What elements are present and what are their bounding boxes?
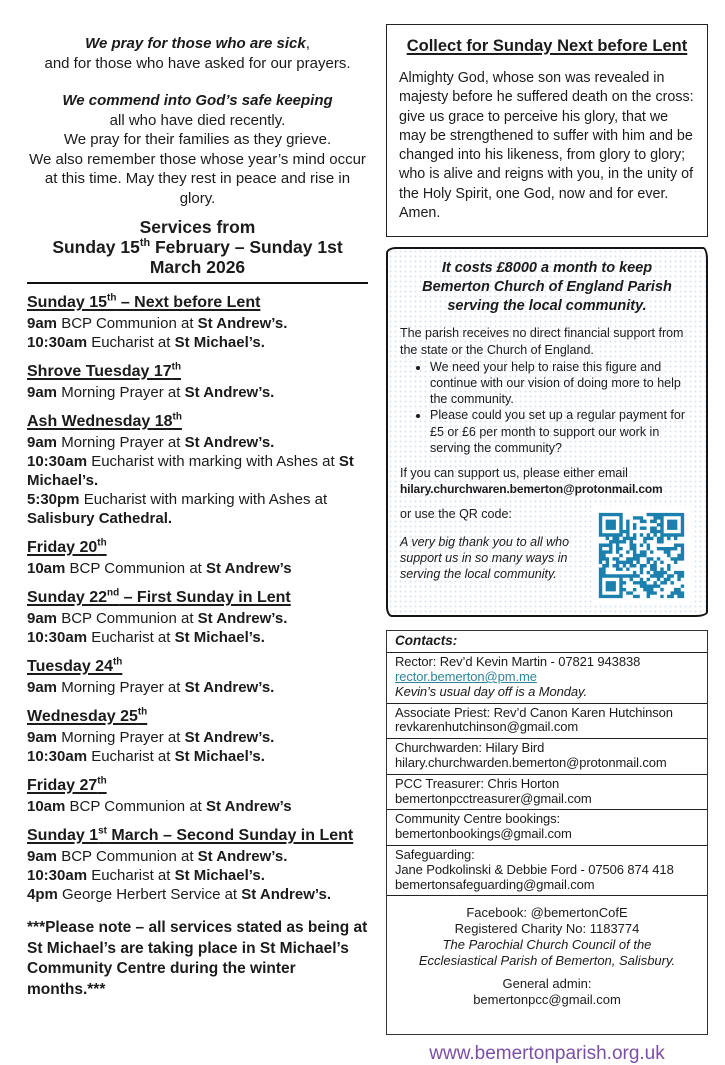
contact-row	[387, 739, 707, 775]
contacts-footer-line: The Parochial Church Council of the	[442, 937, 652, 953]
contacts-title: Contacts:	[395, 633, 458, 649]
contact-line: Jane Podkolinski & Debbie Ford - 07506 874 418	[395, 861, 674, 877]
service-line: 10:30am Eucharist at St Michael’s.	[27, 334, 265, 351]
service-entry	[27, 707, 368, 766]
services-title	[27, 217, 368, 277]
right-column	[386, 24, 708, 1065]
contact-row	[387, 653, 707, 703]
service-date-heading: Shrove Tuesday 17th	[27, 361, 182, 380]
contact-line: revkarenhutchinson@gmail.com	[395, 719, 579, 735]
fundraising-intro: The parish receives no direct financial support from the state or the Church of England.	[400, 326, 684, 357]
service-line: 9am BCP Communion at St Andrew’s.	[27, 315, 288, 332]
website-link[interactable]: www.bemertonparish.org.uk	[429, 1043, 665, 1065]
contact-line: bemertonbookings@gmail.com	[395, 826, 572, 842]
service-entry	[27, 293, 368, 352]
fundraising-title: It costs £8000 a month to keep Bemerton Church of England Parish serving the local community.	[422, 260, 672, 315]
service-line: 10:30am Eucharist with marking with Ashes at St Michael’s.	[27, 453, 354, 489]
prayer-lead: We pray for those who are sick	[85, 35, 306, 52]
contact-line: bemertonpcctreasurer@gmail.com	[395, 790, 592, 806]
contacts-footer-line: Registered Charity No: 1183774	[454, 921, 640, 937]
contact-line: Churchwarden: Hilary Bird	[395, 740, 545, 756]
prayer-commend	[27, 91, 368, 208]
fundraising-box	[386, 247, 708, 617]
thanks-note: A very big thank you to all who support us in so many ways in serving the local community.	[400, 534, 570, 582]
support-email: hilary.churchwaren.bemerton@protonmail.com	[400, 482, 663, 497]
prayer-line	[27, 34, 368, 54]
contact-row	[387, 775, 707, 811]
qr-caption: or use the QR code:	[400, 507, 512, 522]
service-date-heading: Ash Wednesday 18th	[27, 411, 182, 430]
bullet-item: • Please could you set up a regular payment for £5 or £6 per month to support our work in serving the community?	[430, 407, 694, 456]
contacts-footer	[387, 896, 707, 1034]
service-line: 9am BCP Communion at St Andrew’s.	[27, 848, 288, 865]
contact-row	[387, 846, 707, 896]
service-entry	[27, 412, 368, 528]
contact-line: Associate Priest: Rev’d Canon Karen Hutchinson	[395, 704, 673, 720]
contact-line: Kevin’s usual day off is a Monday.	[395, 683, 587, 699]
contact-line: PCC Treasurer: Chris Horton	[395, 775, 560, 791]
divider-rule	[27, 282, 368, 284]
email-link[interactable]: rector.bemerton@pm.me	[395, 669, 537, 684]
contacts-title-row	[387, 631, 707, 653]
contact-line: bemertonsafeguarding@gmail.com	[395, 876, 595, 892]
support-line: If you can support us, please either email	[400, 466, 628, 480]
service-date-heading: Sunday 15th – Next before Lent	[27, 292, 261, 311]
services-title-line: Services from	[139, 217, 256, 237]
contact-line: Community Centre bookings:	[395, 811, 561, 827]
contacts-footer-line: bemertonpcc@gmail.com	[473, 992, 621, 1008]
service-line: 5:30pm Eucharist with marking with Ashes at Salisbury Cathedral.	[27, 491, 328, 527]
service-line: 9am Morning Prayer at St Andrew’s.	[27, 434, 275, 451]
collect-title: Collect for Sunday Next before Lent	[406, 37, 688, 55]
prayer-line: We also remember those whose year’s mind occur at this time. May they rest in peace and rise in glory.	[29, 150, 366, 207]
qr-code	[592, 506, 691, 605]
collect-body: Almighty God, whose son was revealed in majesty before he suffered death on the cross: give us grace to perceive his glory, that we may be strengthened to suffer with him and be changed into his likeness, from glory to glory; who is alive and reigns with you, in the unity of the Holy Spirit, one God, now and for ever. Amen.	[399, 70, 694, 222]
contact-row	[387, 704, 707, 740]
service-entry	[27, 588, 368, 647]
service-entry	[27, 538, 368, 578]
service-line: 10:30am Eucharist at St Michael’s.	[27, 629, 265, 646]
service-date-heading: Friday 20th	[27, 537, 107, 556]
collect-box	[386, 24, 708, 237]
service-line: 10:30am Eucharist at St Michael’s.	[27, 867, 265, 884]
service-line: 10am BCP Communion at St Andrew’s	[27, 798, 292, 815]
prayer-line: We pray for their families as they grieve.	[63, 131, 332, 148]
left-column	[27, 34, 368, 1000]
service-entry	[27, 776, 368, 816]
contact-line: hilary.churchwarden.bemerton@protonmail.com	[395, 754, 667, 770]
service-entry	[27, 362, 368, 402]
contacts-box	[386, 630, 708, 1035]
service-line: 10am BCP Communion at St Andrew’s	[27, 560, 292, 577]
bullet-item: • We need your help to raise this figure and continue with our vision of doing more to help the community.	[430, 359, 694, 408]
service-line: 9am Morning Prayer at St Andrew’s.	[27, 729, 275, 746]
service-entry	[27, 657, 368, 697]
prayer-for-sick	[27, 34, 368, 73]
service-line: 9am BCP Communion at St Andrew’s.	[27, 610, 288, 627]
service-line: 4pm George Herbert Service at St Andrew’s.	[27, 886, 332, 903]
winter-venue-note: ***Please note – all services stated as being at St Michael’s are taking place in St Michael’s Community Centre during the winter months.***	[27, 919, 368, 998]
fundraising-bullets	[400, 359, 694, 456]
service-date-heading: Wednesday 25th	[27, 706, 148, 725]
prayer-lead-suffix: ,	[305, 35, 310, 52]
service-line: 10:30am Eucharist at St Michael’s.	[27, 748, 265, 765]
contacts-footer-line: General admin:	[502, 976, 592, 992]
service-line: 9am Morning Prayer at St Andrew’s.	[27, 679, 275, 696]
service-date-heading: Sunday 22nd – First Sunday in Lent	[27, 587, 291, 606]
service-date-heading: Tuesday 24th	[27, 656, 123, 675]
service-date-heading: Friday 27th	[27, 775, 107, 794]
service-line: 9am Morning Prayer at St Andrew’s.	[27, 384, 275, 401]
services-list	[27, 293, 368, 904]
service-entry	[27, 826, 368, 904]
contact-row	[387, 810, 707, 846]
contacts-footer-line: Facebook: @bemertonCofE	[466, 905, 628, 921]
contacts-footer-line: Ecclesiastical Parish of Bemerton, Salisbury.	[418, 953, 676, 969]
services-title-line: Sunday 15th February – Sunday 1st March 2026	[52, 237, 343, 277]
support-paragraph	[400, 465, 694, 497]
prayer-line: all who have died recently.	[109, 111, 286, 129]
prayer-lead: We commend into God’s safe keeping	[62, 92, 333, 109]
prayer-line: and for those who have asked for our prayers.	[44, 54, 351, 72]
contact-line	[395, 670, 699, 685]
service-date-heading: Sunday 1st March – Second Sunday in Lent	[27, 825, 354, 844]
contact-line: Rector: Rev’d Kevin Martin - 07821 943838	[395, 654, 641, 670]
qr-row	[400, 506, 694, 605]
contact-line: Safeguarding:	[395, 846, 475, 862]
contact-rows	[387, 653, 707, 896]
